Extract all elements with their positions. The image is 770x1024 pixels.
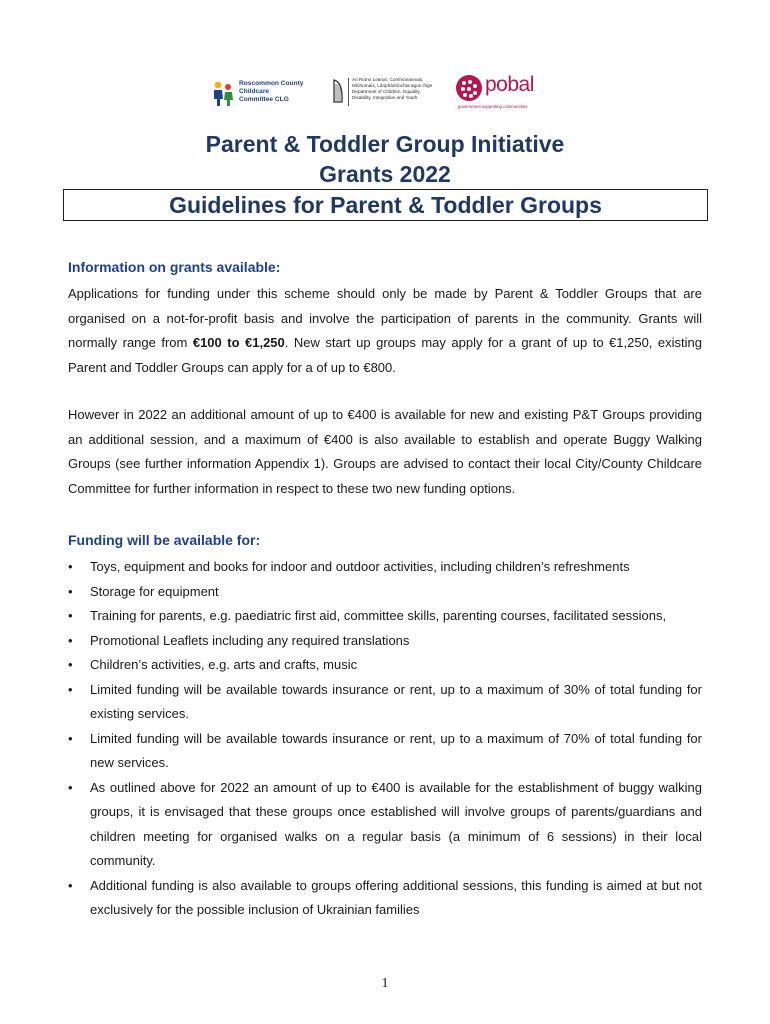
harp-icon	[331, 78, 345, 104]
list-item	[68, 776, 702, 874]
guidelines-title-box	[63, 189, 708, 221]
list-item-text: Training for parents, e.g. paediatric first aid, committee skills, parenting courses, facilitated sessions,	[90, 608, 667, 623]
list-item	[68, 580, 702, 605]
list-item	[68, 604, 702, 629]
bullet-icon: •	[68, 681, 73, 697]
bullet-icon: •	[68, 779, 73, 795]
grant-range: €100 to €1,250	[192, 335, 285, 350]
roscommon-logo-text: Roscommon County Childcare Committee CLG	[239, 80, 304, 103]
list-item-text: Children’s activities, e.g. arts and crafts, music	[90, 657, 358, 672]
page-number: 1	[381, 976, 389, 991]
child-figure-icon	[211, 78, 237, 108]
list-item	[68, 653, 702, 678]
bullet-icon: •	[68, 657, 73, 672]
bullet-icon: •	[68, 608, 73, 623]
document-title-line2: Grants 2022	[319, 161, 451, 187]
bullet-icon: •	[68, 877, 73, 893]
header-logos	[0, 72, 770, 112]
list-item	[68, 555, 702, 580]
pobal-wordmark: pobal	[485, 73, 534, 96]
additional-funding-paragraph	[68, 403, 702, 501]
funding-list	[68, 555, 702, 923]
list-item-text: Limited funding will be available towards insurance or rent, up to a maximum of 30% of total funding for existing services.	[90, 681, 702, 721]
bullet-icon: •	[68, 730, 73, 746]
list-item	[68, 678, 702, 727]
bullet-icon: •	[68, 632, 73, 648]
grants-info-paragraph	[68, 282, 702, 380]
roscommon-childcare-logo	[211, 78, 331, 108]
bullet-icon: •	[68, 559, 73, 574]
department-logo-text: An Roinn Leanaí, Comhionannais, Míchumais, Lánpháirtíochta agus Óige Department of Children, Equality, Disability, Integration and Youth	[352, 77, 433, 101]
list-item	[68, 874, 702, 923]
list-item-text: Storage for equipment	[90, 583, 219, 599]
guidelines-title: Guidelines for Parent & Toddler Groups	[169, 192, 602, 218]
grants-info-heading: Information on grants available:	[68, 259, 281, 275]
bullet-icon: •	[68, 583, 73, 599]
list-item-text: Toys, equipment and books for indoor and outdoor activities, including children’s refreshments	[90, 559, 630, 574]
list-item-text: Promotional Leaflets including any required translations	[90, 632, 410, 648]
pobal-logo	[455, 74, 545, 110]
department-logo	[331, 76, 451, 110]
list-item	[68, 727, 702, 776]
funding-available-heading: Funding will be available for:	[68, 532, 261, 548]
grants-info-text-end: . New start up groups may apply for a grant of up to €1,250, existing Parent and Toddler Groups can apply for a of up to €800.	[68, 335, 702, 375]
pobal-dots-icon	[455, 74, 483, 102]
list-item-text: As outlined above for 2022 an amount of up to €400 is available for the establishment of buggy walking groups, it is envisaged that these groups once established will involve groups of parents/guardians and children meeting for organised walks on a regular basis (a minimum of 6 sessions) in their local community.	[90, 779, 702, 868]
additional-funding-text: However in 2022 an additional amount of up to €400 is available for new and existing P&T Groups providing an additional session, and a maximum of €400 is also available to establish and operate Buggy Walking Groups (see further information Appendix 1). Groups are advised to contact their local City/County Childcare Committee for further information in respect to these two new funding options.	[68, 407, 702, 496]
pobal-tagline: government supporting communities	[458, 104, 528, 109]
list-item-text: Additional funding is also available to groups offering additional sessions, this funding is aimed at but not exclusively for the possible inclusion of Ukrainian families	[90, 877, 702, 917]
grants-info-text-start: Applications for funding under this scheme should only be made by Parent & Toddler Groups that are organised on a not-for-profit basis and involve the participation of parents in the community. Grants will normally range from	[68, 286, 702, 350]
document-title-line1: Parent & Toddler Group Initiative	[205, 131, 565, 157]
list-item-text: Limited funding will be available towards insurance or rent, up to a maximum of 70% of total funding for new services.	[90, 730, 702, 770]
list-item	[68, 629, 702, 654]
logo-divider	[348, 78, 349, 106]
